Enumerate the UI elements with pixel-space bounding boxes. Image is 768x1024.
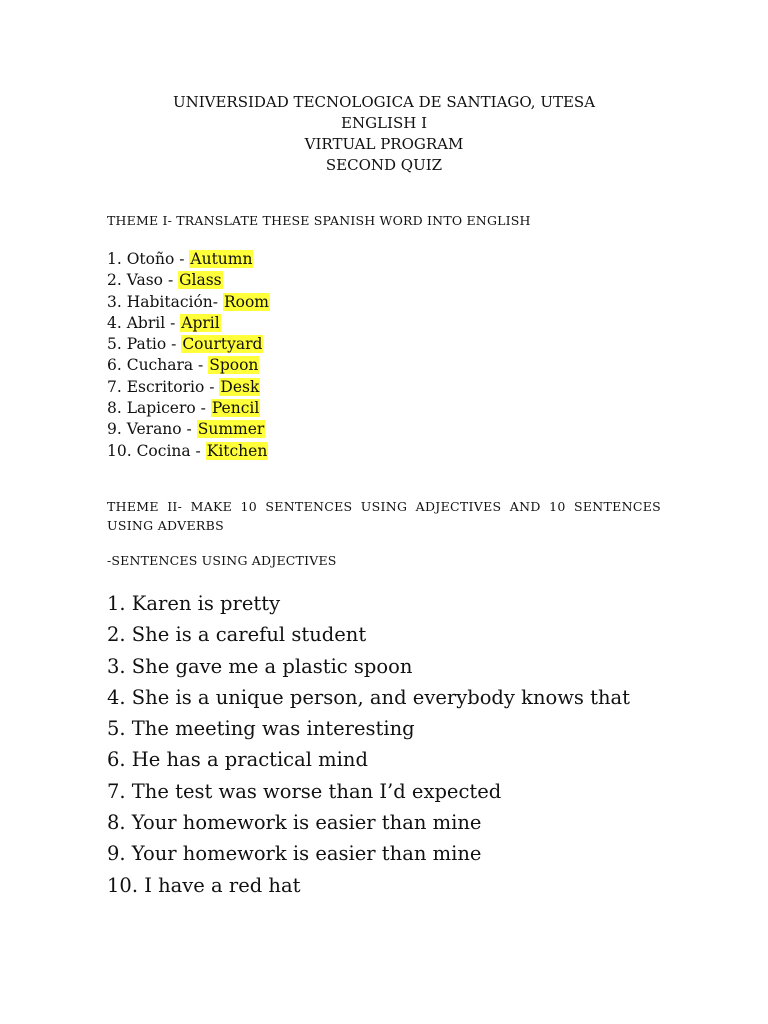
sentence-item: 6. He has a practical mind <box>107 748 368 772</box>
vocab-item <box>107 419 270 440</box>
vocab-answer: April <box>181 313 220 332</box>
adjectives-subheading: -SENTENCES USING ADJECTIVES <box>107 553 337 568</box>
vocab-item <box>107 355 270 376</box>
vocab-answer: Glass <box>179 271 222 290</box>
vocab-answer: Autumn <box>190 250 253 268</box>
sentence-item: 9. Your homework is easier than mine <box>107 842 482 866</box>
vocab-spanish: 9. Verano - <box>107 420 197 439</box>
vocab-spanish: 3. Habitación- <box>107 292 223 311</box>
course-name: ENGLISH I <box>341 114 427 132</box>
quiz-title: SECOND QUIZ <box>325 156 443 174</box>
vocab-item <box>107 249 270 270</box>
sentence-item: 10. I have a red hat <box>107 873 301 897</box>
vocab-item <box>107 313 270 334</box>
sentence-item: 2. She is a careful student <box>107 623 367 647</box>
vocab-spanish: 5. Patio - <box>107 335 182 354</box>
vocab-answer: Kitchen <box>206 441 268 460</box>
sentence-item: 3. She gave me a plastic spoon <box>107 654 413 678</box>
vocab-spanish: 1. Otoño - <box>107 250 190 268</box>
vocab-item <box>107 334 270 355</box>
vocab-answer: Room <box>223 292 269 311</box>
vocab-spanish: 8. Lapicero - <box>107 399 211 418</box>
theme-1-title: THEME I- TRANSLATE THESE SPANISH WORD INTO ENGLISH <box>107 213 531 228</box>
theme-2-title: THEME II- MAKE 10 SENTENCES USING ADJECTIVES AND 10 SENTENCES USING ADVERBS <box>107 499 661 533</box>
vocab-item <box>107 398 270 419</box>
vocab-item <box>107 377 270 398</box>
sentence-item: 7. The test was worse than I’d expected <box>107 779 502 803</box>
sentence-item: 5. The meeting was interesting <box>107 717 415 741</box>
vocab-item <box>107 270 270 291</box>
vocab-spanish: 6. Cuchara - <box>107 356 209 375</box>
university-name: UNIVERSIDAD TECNOLOGICA DE SANTIAGO, UTESA <box>172 93 596 111</box>
vocab-spanish: 7. Escritorio - <box>107 377 220 396</box>
program-name: VIRTUAL PROGRAM <box>304 135 464 153</box>
sentence-item: 8. Your homework is easier than mine <box>107 811 482 835</box>
vocab-item <box>107 441 270 462</box>
vocab-answer: Pencil <box>211 399 260 418</box>
vocab-answer: Desk <box>220 377 260 396</box>
vocab-answer: Summer <box>197 420 265 439</box>
vocab-spanish: 10. Cocina - <box>107 441 206 460</box>
vocab-spanish: 4. Abril - <box>107 313 181 332</box>
vocab-answer: Spoon <box>209 356 259 375</box>
document-header <box>0 92 768 176</box>
vocabulary-list <box>107 249 270 462</box>
sentence-item: 1. Karen is pretty <box>107 592 281 615</box>
vocab-spanish: 2. Vaso - <box>107 271 179 290</box>
sentence-item: 4. She is a unique person, and everybody knows that <box>107 685 630 709</box>
vocab-answer: Courtyard <box>182 335 263 354</box>
vocab-item <box>107 292 270 313</box>
sentence-list <box>107 588 630 901</box>
